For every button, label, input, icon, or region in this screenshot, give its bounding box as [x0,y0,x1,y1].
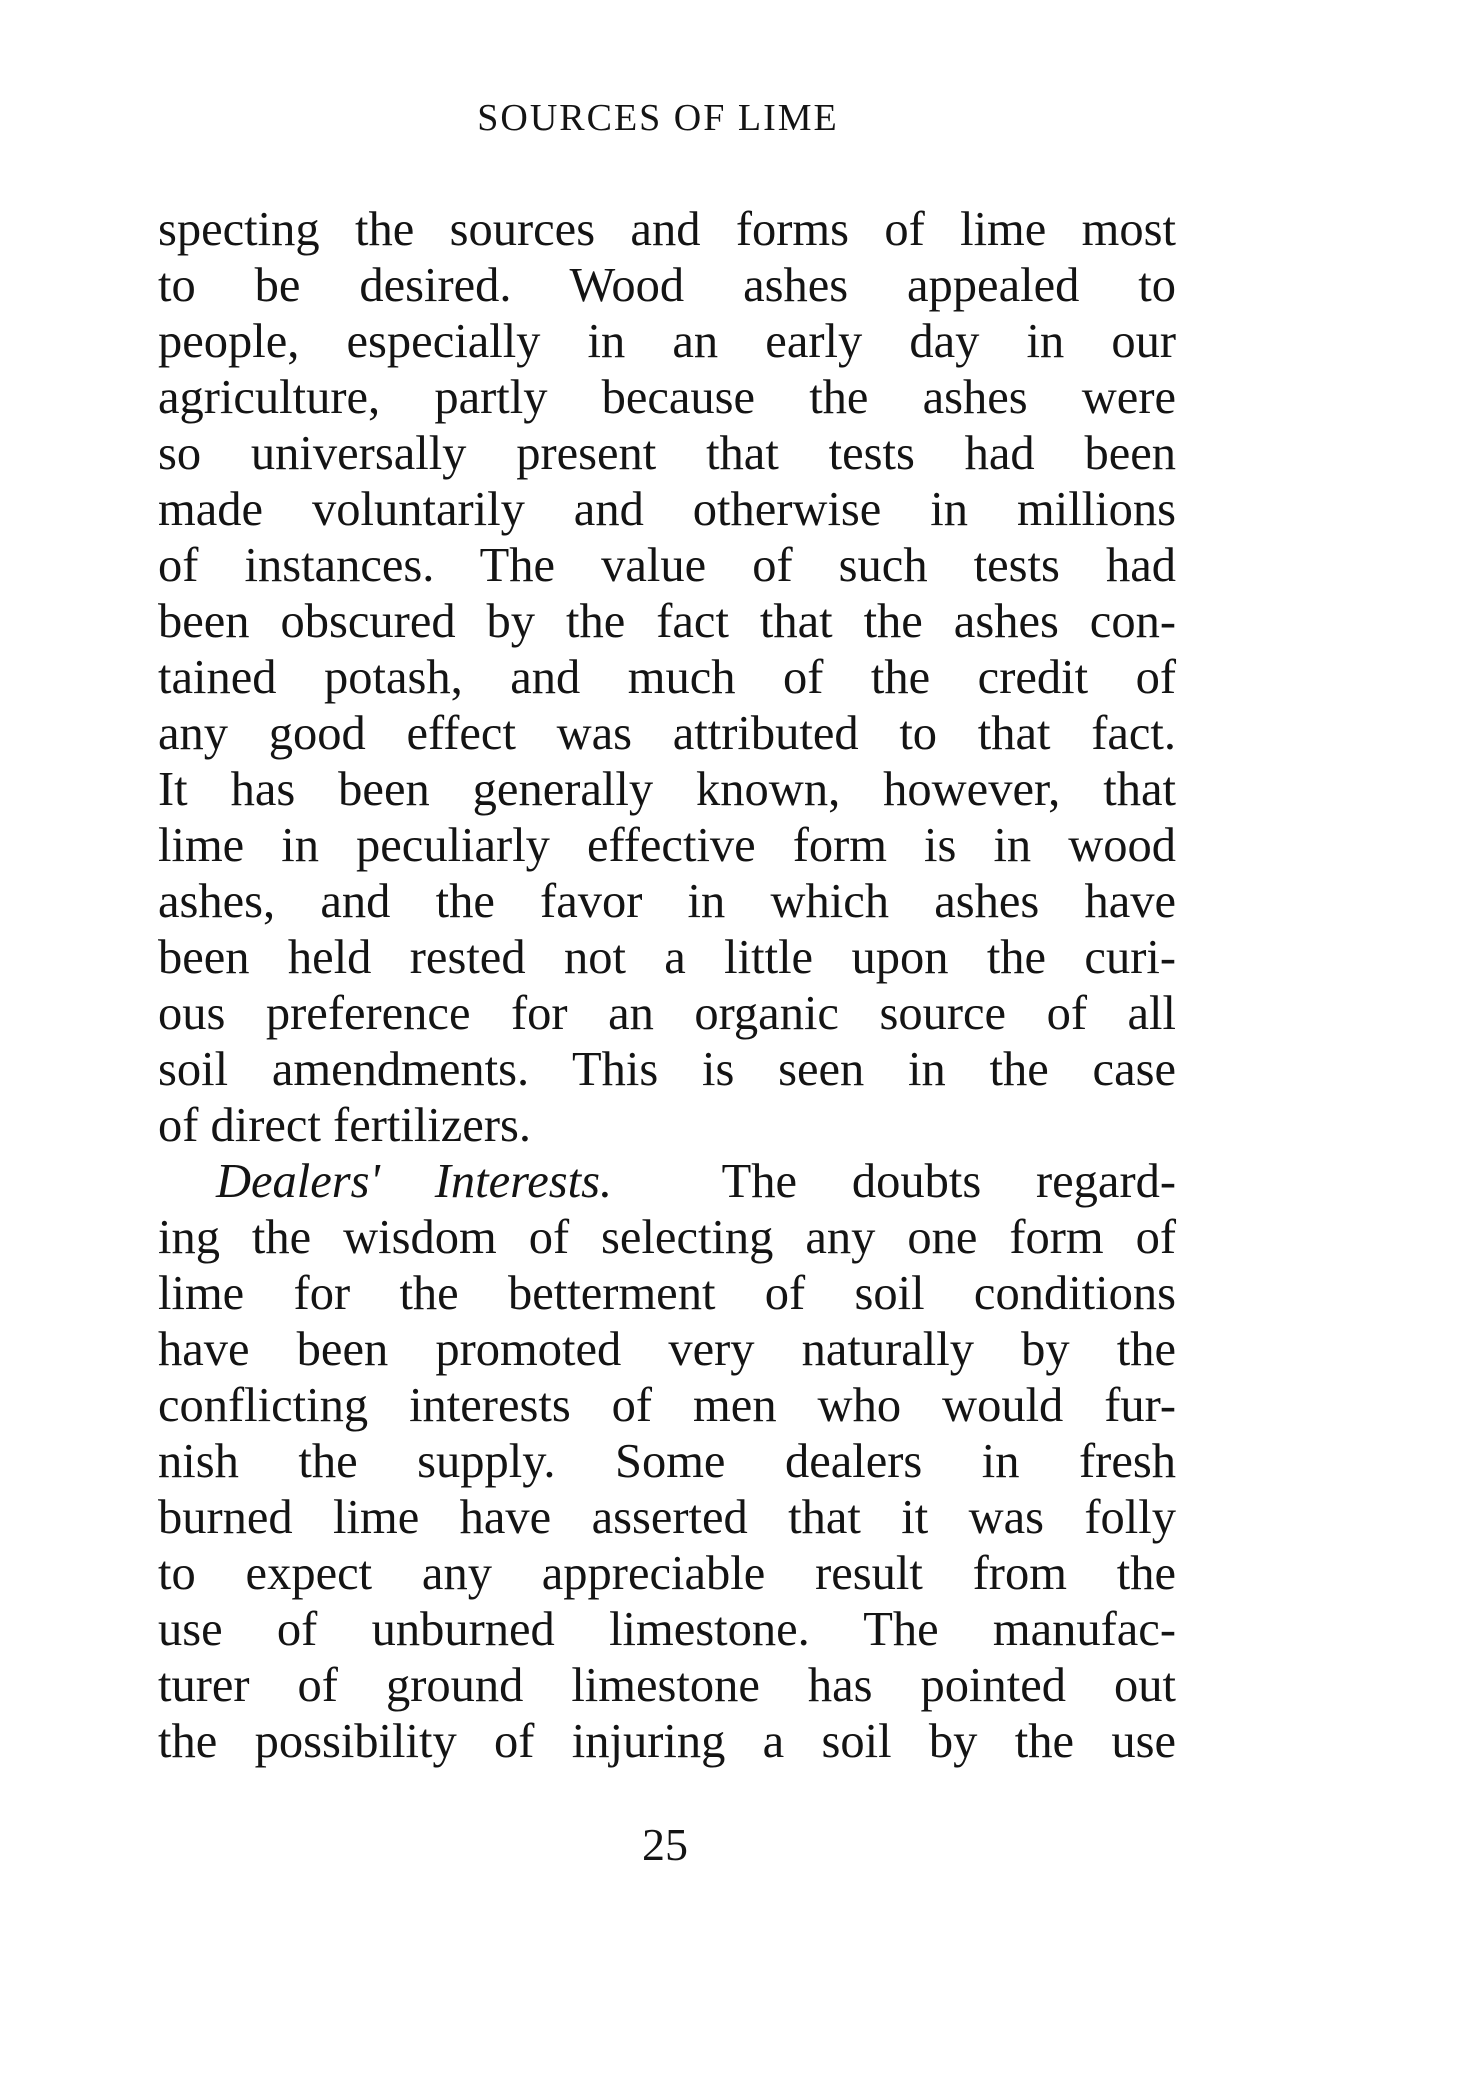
text-line: agriculture, partly because the ashes were [158,371,1176,424]
text-line: of direct fertilizers. [158,1099,531,1152]
text-line: to be desired. Wood ashes appealed to [158,259,1176,312]
text-line: lime for the betterment of soil conditions [158,1267,1176,1320]
text-line: turer of ground limestone has pointed out [158,1659,1176,1712]
text-line: so universally present that tests had been [158,427,1176,480]
text-line: ashes, and the favor in which ashes have [158,875,1176,928]
text-line: ing the wisdom of selecting any one form of [158,1211,1176,1264]
text-line: the possibility of injuring a soil by the use [158,1715,1176,1768]
text-line: been obscured by the fact that the ashes con- [158,595,1176,648]
text-line: tained potash, and much of the credit of [158,651,1176,704]
text-line: conflicting interests of men who would fur- [158,1379,1176,1432]
text-line: soil amendments. This is seen in the case [158,1043,1176,1096]
text-line: to expect any appreciable result from the [158,1547,1176,1600]
paragraph-1 [158,202,1176,1154]
paragraph-2 [158,1154,1176,1770]
heading-line-text: The doubts regard- [721,1155,1177,1208]
text-line: ous preference for an organic source of all [158,987,1176,1040]
page-number: 25 [642,1819,688,1870]
text-line: have been promoted very naturally by the [158,1323,1176,1376]
text-line: lime in peculiarly effective form is in wood [158,819,1176,872]
text-line: made voluntarily and otherwise in millions [158,483,1176,536]
text-line: been held rested not a little upon the curi- [158,931,1176,984]
text-line: burned lime have asserted that it was folly [158,1491,1176,1544]
text-line [158,1154,1176,1210]
section-heading: Dealers' Interests. [216,1155,613,1208]
text-line: any good effect was attributed to that fact. [158,707,1176,760]
text-line: use of unburned limestone. The manufac- [158,1603,1176,1656]
text-line: It has been generally known, however, that [158,763,1176,816]
running-head: SOURCES OF LIME [477,97,839,139]
text-line: specting the sources and forms of lime most [158,203,1176,256]
text-line: nish the supply. Some dealers in fresh [158,1435,1176,1488]
body-text [158,202,1176,1770]
text-line: of instances. The value of such tests had [158,539,1176,592]
text-line: people, especially in an early day in our [158,315,1176,368]
